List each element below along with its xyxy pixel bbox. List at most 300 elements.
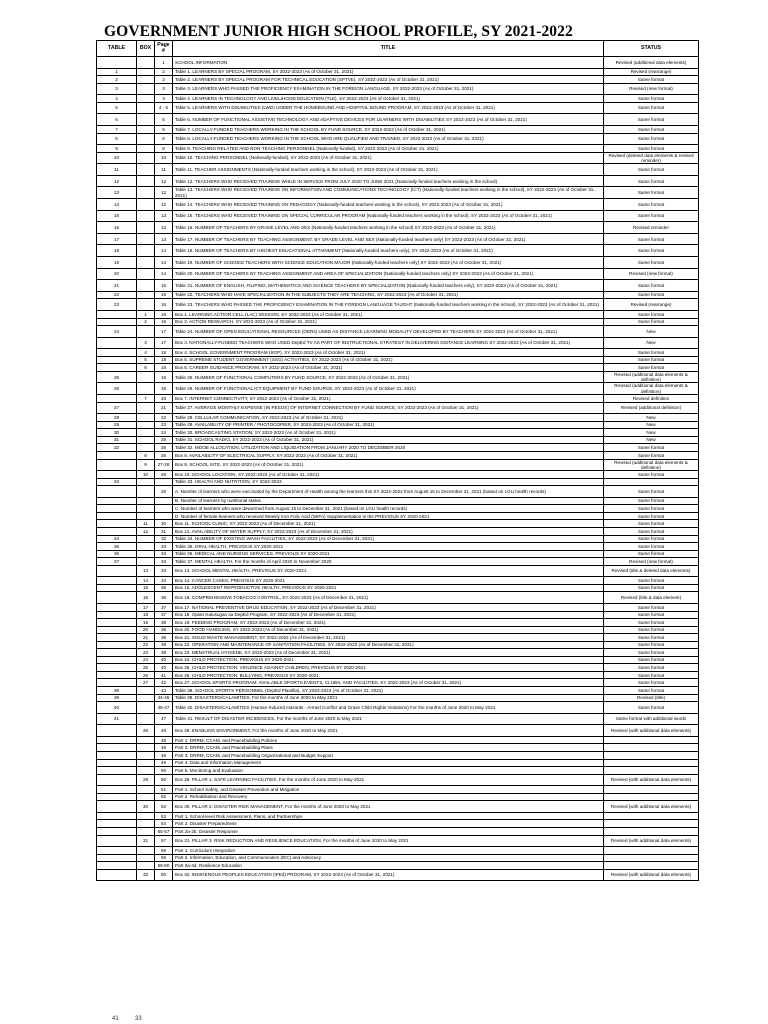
cell-box [137, 133, 155, 145]
cell-box [137, 76, 155, 84]
table-row [97, 543, 699, 551]
cell-table [97, 634, 137, 642]
cell-title: Box 1. LEARNING ACTION CELL (LAC) SESSION, SY 2022-2023 (As of October 31, 2021) [173, 310, 604, 318]
cell-title: Table 28. CELLULAR COMMUNICATION, SY 2022-2023 (As of October 31, 2021) [173, 414, 604, 422]
table-row [97, 83, 699, 95]
cell-table: 26 [97, 383, 137, 395]
table-row [97, 759, 699, 767]
cell-box [137, 280, 155, 292]
header-page: Page # [155, 41, 173, 57]
cell-title: Part 3. DRRM, CCAM, and Peacebuilding Organizational and Budget Support [173, 751, 604, 759]
cell-page: 17 [155, 337, 173, 349]
table-row [97, 126, 699, 134]
cell-title: Table 32. MOOE ALLOCATION, UTILIZATION AND LIQUIDATION FROM JANUARY 2020 TO DECEMBER 2020 [173, 444, 604, 452]
table-row [97, 535, 699, 543]
cell-box [137, 245, 155, 257]
cell-title: D. Number of female learners who received Weekly Iron Folic Acid (WIFA) Supplementation in the PREVIOUS SY 2020-2021 [173, 512, 604, 520]
cell-status: Same format [604, 656, 699, 664]
cell-status: Same format with additional words [604, 713, 699, 725]
table-row [97, 725, 699, 737]
table-row [97, 774, 699, 786]
cell-status: Revised (title & data element) [604, 592, 699, 604]
cell-box [137, 535, 155, 543]
cell-page: 12 [155, 199, 173, 211]
cell-page: 21 [155, 402, 173, 414]
cell-page [155, 478, 173, 486]
cell-box: 12 [137, 527, 155, 535]
cell-status: Revised (additional data elements & definition) [604, 371, 699, 383]
cell-page: 18 [155, 364, 173, 372]
cell-box [137, 429, 155, 437]
cell-table [97, 527, 137, 535]
table-row [97, 210, 699, 222]
table-row [97, 268, 699, 280]
cell-title: Box 3. NATIONALLY-FUNDED TEACHERS WHO USED DepEd TV AS PART OF INSTRUCTIONAL STRATEGY IN DELIVERING DISTANCE LEARNING SY 2022-2023 (As of October 31, 2021) [173, 337, 604, 349]
cell-table [97, 603, 137, 611]
cell-page: 37 [155, 611, 173, 619]
cell-page: 11 [155, 164, 173, 176]
cell-status: Same format [604, 349, 699, 357]
cell-status: Same format [604, 687, 699, 695]
table-row [97, 402, 699, 414]
cell-page: 26 [155, 451, 173, 459]
cell-box [137, 759, 155, 767]
cell-box: 22 [137, 641, 155, 649]
cell-table: 1 [97, 68, 137, 76]
cell-page: 32 [155, 535, 173, 543]
table-row [97, 414, 699, 422]
cell-table: 15 [97, 210, 137, 222]
cell-title: Box 26. CHILD PROTECTION: BULLYING, PREVIOUS SY 2020-2021 [173, 671, 604, 679]
cell-table [97, 592, 137, 604]
table-row [97, 577, 699, 585]
cell-box [137, 57, 155, 69]
table-row [97, 694, 699, 702]
cell-page: 49 [155, 751, 173, 759]
cell-box [137, 95, 155, 103]
cell-status [604, 759, 699, 767]
cell-box [137, 68, 155, 76]
cell-page: 50 [155, 774, 173, 786]
cell-title: Table 34. NUMBER OF EXISTING WASH FACILITIES, SY 2022-2023 (As of December 31, 2021) [173, 535, 604, 543]
cell-status: New [604, 436, 699, 444]
table-row [97, 603, 699, 611]
cell-status: Same format [604, 291, 699, 299]
table-row [97, 641, 699, 649]
cell-title: Box 17. NATIONAL PREVENTIVE DRUG EDUCATION, SY 2022-2023 (As of December 31, 2021) [173, 603, 604, 611]
cell-box [137, 512, 155, 520]
table-row [97, 869, 699, 881]
cell-page: 39 [155, 649, 173, 657]
table-row [97, 626, 699, 634]
cell-status: Revised (with additional data elements) [604, 801, 699, 813]
cell-status: Same format [604, 512, 699, 520]
cell-table: 34 [97, 535, 137, 543]
cell-title: Box 32. INDIGENOUS PEOPLES EDUCATION (IPEd) PROGRAM, SY 2022-2023 (As of October 31, 2021) [173, 869, 604, 881]
cell-table: 39 [97, 694, 137, 702]
cell-page: 22 [155, 414, 173, 422]
cell-table: 20 [97, 268, 137, 280]
cell-status: Same format [604, 535, 699, 543]
cell-table [97, 356, 137, 364]
cell-box: 15 [137, 584, 155, 592]
cell-status: Same format [604, 175, 699, 187]
cell-box: 32 [137, 869, 155, 881]
cell-page: 18 [155, 349, 173, 357]
cell-status: Revised definition [604, 395, 699, 403]
cell-table: 5 [97, 102, 137, 114]
cell-title: Box 28. ENABLING ENVIRONMENT, For the months of June 2020 to May 2021 [173, 725, 604, 737]
table-row [97, 326, 699, 338]
cell-title: Table 1. LEARNERS BY SPECIAL PROGRAM, SY 2022-2023 (As of October 31, 2021) [173, 68, 604, 76]
cell-page: 39 [155, 634, 173, 642]
cell-status: Same format [604, 641, 699, 649]
cell-box: 7 [137, 395, 155, 403]
table-row [97, 550, 699, 558]
cell-title: Box 14. CANCER CASES, PREVIOUS SY 2020-2021 [173, 577, 604, 585]
cell-status: Same format [604, 364, 699, 372]
cell-table [97, 626, 137, 634]
cell-status: New [604, 429, 699, 437]
cell-status: Same format [604, 133, 699, 145]
cell-table [97, 459, 137, 471]
table-row [97, 619, 699, 627]
cell-table [97, 774, 137, 786]
cell-title: Table 19. NUMBER OF SCIENCE TEACHERS WITH SCIENCE EDUCATION MAJOR (Nationally-funded teachers only) SY 2022-2023 (As of October 31, 2021) [173, 257, 604, 269]
cell-page: 2 [155, 76, 173, 84]
cell-table [97, 486, 137, 498]
cell-box: 8 [137, 451, 155, 459]
cell-status: Same format [604, 245, 699, 257]
cell-page: 33 [155, 558, 173, 566]
cell-table [97, 793, 137, 801]
cell-status: Revised (with additional data elements) [604, 725, 699, 737]
table-row [97, 827, 699, 835]
cell-title: Box 20. FOOD HANDLING, SY 2022-2023 (As of December 31, 2021) [173, 626, 604, 634]
cell-title: Box 29. PILLAR 1. SAFE LEARNING FACILITIES, For the months of June 2020 to May 2021 [173, 774, 604, 786]
cell-title: Table 20. NUMBER OF TEACHERS BY TEACHING ASSIGNMENT AND AREA OF SPECIALIZATION (Nationally-funded teachers only) SY 2022-2023 (As of October 31, 2021) [173, 268, 604, 280]
cell-box: 20 [137, 626, 155, 634]
cell-title: Table 18. NUMBER OF TEACHERS BY HIGHEST EDUCATIONAL ATTAINMENT (Nationally-funded teachers only), SY 2022-2023 (As of October 31, 2021) [173, 245, 604, 257]
table-row [97, 76, 699, 84]
table-row [97, 767, 699, 775]
cell-box: 5 [137, 356, 155, 364]
table-row [97, 812, 699, 820]
table-row [97, 679, 699, 687]
cell-page: 16 [155, 291, 173, 299]
cell-status [604, 812, 699, 820]
table-row [97, 505, 699, 513]
cell-title: Box 4. SCHOOL GOVERNMENT PROGRAM (SGP), SY 2022-2023 (As of October 31, 2021) [173, 349, 604, 357]
cell-title: Part 2. Information, Education, and Communication (IEC) and Advocacy [173, 854, 604, 862]
cell-table: 6 [97, 114, 137, 126]
cell-title: Table 10. TEACHING PERSONNEL (Nationally-funded), SY 2022-2023 (As of October 31, 2021) [173, 152, 604, 164]
cell-page: 14 [155, 245, 173, 257]
table-row [97, 847, 699, 855]
cell-status: Same format [604, 649, 699, 657]
table-row [97, 713, 699, 725]
cell-table [97, 565, 137, 577]
cell-status: Revised (additional data elements & definition) [604, 459, 699, 471]
cell-table: 12 [97, 175, 137, 187]
table-row [97, 133, 699, 145]
table-row [97, 257, 699, 269]
cell-box [137, 421, 155, 429]
cell-table: 11 [97, 164, 137, 176]
cell-page: 14 [155, 257, 173, 269]
cell-title: Table 8. LOCALLY-FUNDED TEACHERS WORKING IN THE SCHOOL WHO ARE QUALIFIED AND TRAINED, SY 2022-2023 (As of October 31, 2021) [173, 133, 604, 145]
cell-page: 48 [155, 725, 173, 737]
table-row [97, 565, 699, 577]
cell-status: Revised (rearrange) [604, 68, 699, 76]
table-row [97, 291, 699, 299]
cell-page [155, 505, 173, 513]
cell-status: Same format [604, 527, 699, 535]
cell-table [97, 854, 137, 862]
table-row [97, 558, 699, 566]
table-row [97, 222, 699, 234]
cell-box: 27 [137, 679, 155, 687]
cell-page: 13 [155, 210, 173, 222]
cell-table [97, 471, 137, 479]
cell-table: 16 [97, 222, 137, 234]
cell-status: Same format [604, 145, 699, 153]
cell-status: Revised (with additional data elements) [604, 774, 699, 786]
cell-table: 2 [97, 76, 137, 84]
cell-box [137, 164, 155, 176]
cell-title: Box 22. OPERATION AND MAINTENANCE OF SANITATION FACILITIES, SY 2022-2023 (As of December 31, 2021) [173, 641, 604, 649]
cell-table: 41 [97, 713, 137, 725]
cell-page: 17 [155, 326, 173, 338]
cell-box [137, 486, 155, 498]
table-row [97, 68, 699, 76]
cell-page: 39 [155, 641, 173, 649]
cell-table: 25 [97, 371, 137, 383]
cell-status: Same format [604, 611, 699, 619]
cell-table [97, 520, 137, 528]
cell-page: 36 [155, 592, 173, 604]
cell-status: Same format [604, 233, 699, 245]
cell-status: Revised (title & deleted data elements) [604, 565, 699, 577]
cell-box [137, 187, 155, 199]
cell-title: Part 1. School Safety, and Disaster Prevention and Mitigation [173, 786, 604, 794]
table-row [97, 459, 699, 471]
cell-title: Table 22. TEACHERS WHO HAVE SPECIALIZATION IN THE SUBJECTS THEY ARE TEACHING, SY 2022-2023 (As of October 31, 2021) [173, 291, 604, 299]
cell-page: 8 [155, 145, 173, 153]
table-row [97, 187, 699, 199]
cell-table: 10 [97, 152, 137, 164]
cell-box [137, 126, 155, 134]
cell-title: Box 10. SCHOOL LOCATION, SY 2022-2023 (As of October 31, 2021) [173, 471, 604, 479]
cell-status: Revised (additional data elements) [604, 57, 699, 69]
cell-status: New [604, 414, 699, 422]
cell-box: 24 [137, 656, 155, 664]
header-title: TITLE [173, 41, 604, 57]
cell-box [137, 102, 155, 114]
cell-table [97, 656, 137, 664]
cell-title: Table 23. TEACHERS WHO PASSED THE PROFICIENCY EXAMINATION IN THE FOREIGN LANGUAGE TAUGHT (Nationally-funded teachers working in the school), SY 2022-2023 (As of October 31, 2021) [173, 299, 604, 311]
cell-status [604, 793, 699, 801]
cell-table [97, 759, 137, 767]
cell-page: 52 [155, 793, 173, 801]
cell-title: Table 12. TEACHERS WHO RECEIVED TRAINING WHILE IN SERVICE FROM JULY 2020 TO JUNE 2021 (Nationally-funded teachers working in the school) [173, 175, 604, 187]
table-row [97, 751, 699, 759]
cell-table: 35 [97, 543, 137, 551]
cell-box [137, 199, 155, 211]
cell-box: 4 [137, 349, 155, 357]
cell-title: Table 25. NUMBER OF FUNCTIONAL COMPUTERS BY FUND SOURCE, SY 2022-2023 (As of October 31, 2021) [173, 371, 604, 383]
cell-title: Box 23. MENSTRUAL HYGIENE, SY 2022-2023 (As of December 31, 2021) [173, 649, 604, 657]
cell-status: Revised (additional data elements & definition) [604, 383, 699, 395]
cell-box [137, 820, 155, 828]
cell-page: 53 [155, 801, 173, 813]
cell-box [137, 793, 155, 801]
table-row [97, 451, 699, 459]
cell-table [97, 664, 137, 672]
cell-box [137, 268, 155, 280]
cell-table [97, 584, 137, 592]
cell-title: Table 17. NUMBER OF TEACHERS BY TEACHING ASSIGNMENT, BY GRADE LEVEL AND SEX (Nationally-funded teachers only) SY 2022-2023 (As of October 31, 2021) [173, 233, 604, 245]
cell-table: 18 [97, 245, 137, 257]
cell-page: 25 [155, 436, 173, 444]
cell-status [604, 751, 699, 759]
cell-status: Same format [604, 702, 699, 714]
cell-page: 16 [155, 299, 173, 311]
cell-status [604, 478, 699, 486]
table-row [97, 671, 699, 679]
cell-table [97, 801, 137, 813]
table-row [97, 102, 699, 114]
cell-title: Box 25. CHILD PROTECTION: VIOLENCE AGAINST CHILDREN, PREVIOUS SY 2020-2021 [173, 664, 604, 672]
cell-box: 10 [137, 471, 155, 479]
cell-status [604, 827, 699, 835]
table-row [97, 656, 699, 664]
cell-title: Part 2. DRRM, CCAM, and Peacebuilding Plans [173, 744, 604, 752]
cell-status [604, 786, 699, 794]
cell-title: Table 6. NUMBER OF FUNCTIONAL ASSISTIVE TECHNOLOGY AND ADAPTIVE DEVICES FOR LEARNERS WITH DISABILITIES SY 2022-2023 (As of October 31, 2021) [173, 114, 604, 126]
cell-table [97, 364, 137, 372]
cell-title: Table 7. LOCALLY-FUNDED TEACHERS WORKING IN THE SCHOOL BY FUND SOURCE, SY 2022-2023 (As of October 31, 2021) [173, 126, 604, 134]
cell-table [97, 835, 137, 847]
cell-status: New [604, 421, 699, 429]
cell-title: Table 24. NUMBER OF OPEN EDUCATIONAL RESOURCES (OERs) USED AS DISTANCE LEARNING MODALITY DEVELOPED BY TEACHERS SY 2022-2023 (As of October 31, 2021) [173, 326, 604, 338]
cell-status: Same format [604, 619, 699, 627]
cell-page: 19 [155, 371, 173, 383]
cell-table: 29 [97, 421, 137, 429]
cell-table: 21 [97, 280, 137, 292]
cell-page: 29 [155, 471, 173, 479]
cell-status: Same format [604, 497, 699, 505]
cell-page: 38 [155, 619, 173, 627]
table-row [97, 364, 699, 372]
cell-status: Same format [604, 505, 699, 513]
cell-table: 9 [97, 145, 137, 153]
cell-table [97, 827, 137, 835]
cell-table: 3 [97, 83, 137, 95]
cell-status: Same format [604, 318, 699, 326]
cell-box [137, 702, 155, 714]
cell-box [137, 83, 155, 95]
cell-table [97, 505, 137, 513]
cell-page: 26 [155, 444, 173, 452]
cell-title: Part 3a-3d. Resilience Education [173, 862, 604, 870]
cell-page: 43 [155, 687, 173, 695]
cell-title: Table 4. LEARNERS IN TECHNOLOGY AND LIVELIHOOD EDUCATION (TLE), SY 2022-2023 (As of October 31, 2021) [173, 95, 604, 103]
cell-table: 17 [97, 233, 137, 245]
table-row [97, 152, 699, 164]
table-row [97, 395, 699, 403]
table-row [97, 145, 699, 153]
cell-status: Same format [604, 199, 699, 211]
table-row [97, 801, 699, 813]
table-row [97, 786, 699, 794]
cell-table: 27 [97, 402, 137, 414]
cell-page [155, 497, 173, 505]
cell-page: 10 [155, 152, 173, 164]
cell-box: 23 [137, 649, 155, 657]
cell-page: 55-57 [155, 827, 173, 835]
cell-status: Same format [604, 603, 699, 611]
cell-status: Same format [604, 257, 699, 269]
cell-status: Same format [604, 550, 699, 558]
cell-page: 24 [155, 429, 173, 437]
cell-page: 50 [155, 767, 173, 775]
cell-status: Same format [604, 126, 699, 134]
cell-table [97, 337, 137, 349]
table-row [97, 299, 699, 311]
cell-box [137, 152, 155, 164]
cell-status: Same format [604, 577, 699, 585]
cell-title: Part 2. Disaster Preparedness [173, 820, 604, 828]
cell-title: Table 29. AVAILABILITY OF PRINTER / PHOTOCOPIER, SY 2022-2023 (As of October 31, 2021) [173, 421, 604, 429]
table-row [97, 280, 699, 292]
cell-table [97, 820, 137, 828]
table-row [97, 429, 699, 437]
cell-title: Box 16. COMPREHENSIVE TOBACCO CONTROL, SY 2022-2023 (As of December 31, 2021) [173, 592, 604, 604]
cell-box [137, 326, 155, 338]
cell-title: Table 11. TEACHER ASSIGNMENTS (Nationally-funded teachers working in the school), SY 2022-2023 (As of October 31, 2021) [173, 164, 604, 176]
cell-page: 13 [155, 233, 173, 245]
cell-page: 18 [155, 356, 173, 364]
table-row [97, 436, 699, 444]
cell-title: Table 30. BROADCASTING STATION, SY 2022-2023 (As of October 31, 2021) [173, 429, 604, 437]
cell-page: 54 [155, 820, 173, 828]
cell-box [137, 505, 155, 513]
cell-page: 41 [155, 671, 173, 679]
cell-table: 38 [97, 687, 137, 695]
cell-title: Table 16. NUMBER OF TEACHERS BY GRADE LEVEL AND SEX (Nationally-funded teachers working in the school) SY 2022-2023 (As of October 31, 2021) [173, 222, 604, 234]
table-row [97, 664, 699, 672]
table-row [97, 611, 699, 619]
cell-page: 48 [155, 736, 173, 744]
table-row [97, 854, 699, 862]
cell-box: 28 [137, 725, 155, 737]
cell-table [97, 349, 137, 357]
cell-title: Part 1. School-level Risk Assessment, Plans, and Partnerships [173, 812, 604, 820]
cell-table [97, 395, 137, 403]
table-row [97, 793, 699, 801]
cell-page: 2 [155, 68, 173, 76]
cell-table: 36 [97, 550, 137, 558]
cell-box: 13 [137, 565, 155, 577]
cell-title: Table 35. ORAL HEALTH, PREVIOUS SY 2020-2021 [173, 543, 604, 551]
table-row [97, 114, 699, 126]
cell-table [97, 736, 137, 744]
table-row [97, 175, 699, 187]
cell-box: 9 [137, 459, 155, 471]
cell-title: Table 40. DISASTERS/CALAMITIES (Human-Induced Hazards - Armed Conflict and Grave Child Rights Violations) For the months of June 2020 to May 2021 [173, 702, 604, 714]
cell-page: 33 [155, 565, 173, 577]
